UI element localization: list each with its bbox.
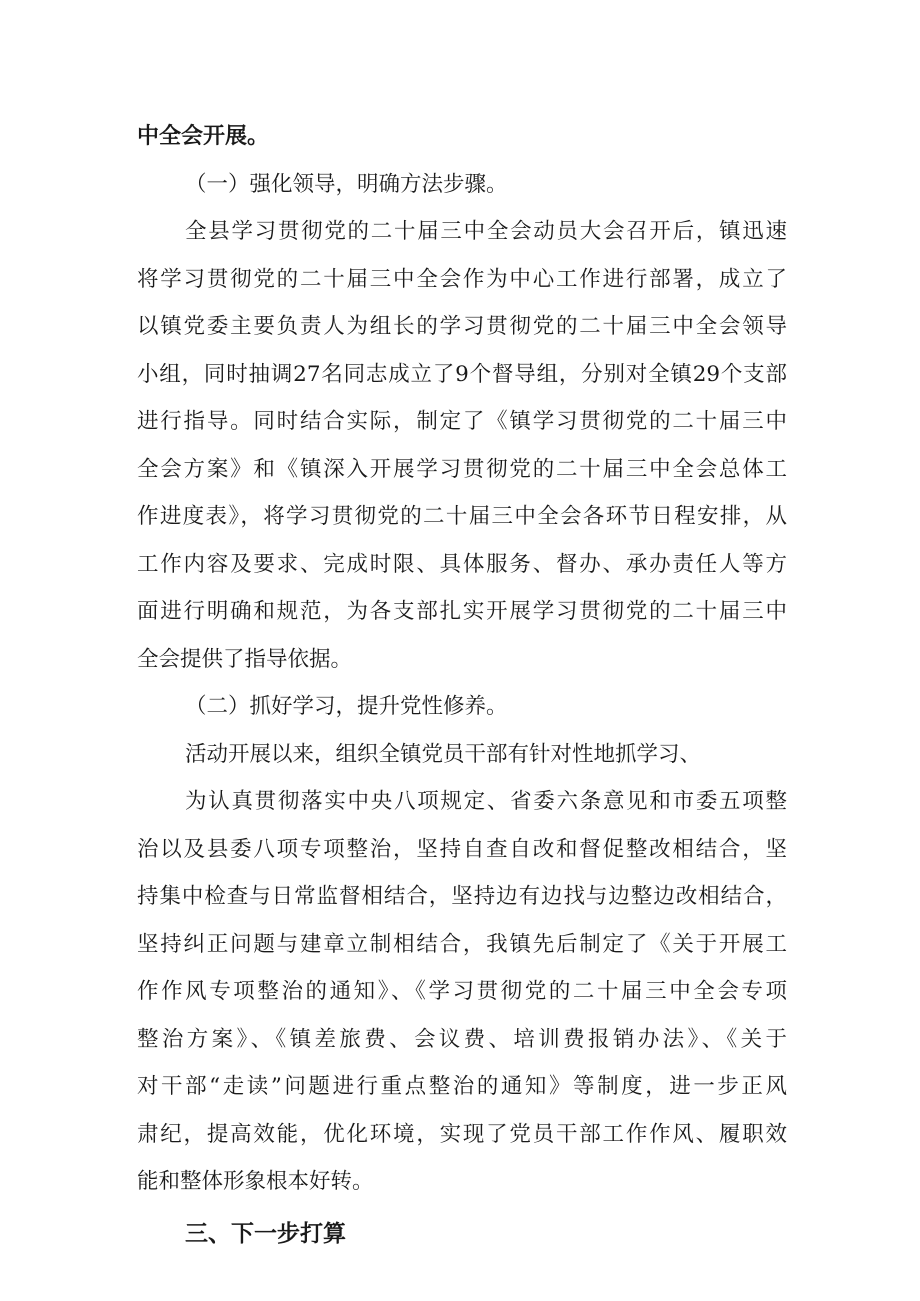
subheading-study: （二）抓好学习，提升党性修养。 bbox=[185, 694, 508, 719]
section-heading-next-steps: 三、下一步打算 bbox=[185, 1220, 346, 1247]
paragraph-leadership bbox=[137, 208, 787, 683]
paragraph-line: 持集中检查与日常监督相结合，坚持边有边找与边整边改相结合， bbox=[137, 884, 787, 909]
paragraph-line: 作作风专项整治的通知》、《学习贯彻党的二十届三中全会专项 bbox=[137, 979, 787, 1004]
paragraph-line: 能和整体形象根本好转。 bbox=[137, 1169, 374, 1194]
paragraph-line: 小组，同时抽调27名同志成立了9个督导组，分别对全镇29个支部 bbox=[137, 361, 787, 387]
paragraph-line: 将学习贯彻党的二十届三中全会作为中心工作进行部署，成立了 bbox=[137, 266, 787, 292]
document-body bbox=[137, 113, 787, 1260]
paragraph-line: 肃纪，提高效能，优化环境，实现了党员干部工作作风、履职效 bbox=[137, 1121, 787, 1147]
paragraph-line: 全县学习贯彻党的二十届三中全会动员大会召开后，镇迅速 bbox=[185, 219, 787, 244]
paragraph-line: 对干部“走读”问题进行重点整治的通知》等制度，进一步正风 bbox=[137, 1074, 787, 1099]
paragraph-line: 工作内容及要求、完成时限、具体服务、督办、承办责任人等方 bbox=[137, 551, 787, 577]
paragraph-line: 面进行明确和规范，为各支部扎实开展学习贯彻党的二十届三中 bbox=[137, 599, 787, 624]
paragraph-line: 全会方案》和《镇深入开展学习贯彻党的二十届三中全会总体工 bbox=[137, 456, 787, 482]
paragraph-line: 全会提供了指导依据。 bbox=[137, 646, 353, 672]
paragraph-line: 整治方案》、《镇差旅费、会议费、培训费报销办法》、《关于 bbox=[137, 1026, 787, 1052]
paragraph-line: 治以及县委八项专项整治，坚持自查自改和督促整改相结合，坚 bbox=[137, 836, 787, 862]
paragraph-line: 进行指导。同时结合实际，制定了《镇学习贯彻党的二十届三中 bbox=[137, 409, 787, 434]
paragraph-rectification bbox=[137, 778, 787, 1206]
paragraph-line: 以镇党委主要负责人为组长的学习贯彻党的二十届三中全会领导 bbox=[137, 314, 787, 339]
subheading-strengthen-leadership: （一）强化领导，明确方法步骤。 bbox=[185, 171, 508, 197]
paragraph-line: 作进度表》，将学习贯彻党的二十届三中全会各环节日程安排，从 bbox=[137, 504, 787, 529]
paragraph-study: 活动开展以来，组织全镇党员干部有针对性地抓学习、 bbox=[185, 741, 702, 767]
paragraph-line: 坚持纠正问题与建章立制相结合，我镇先后制定了《关于开展工 bbox=[137, 931, 787, 957]
paragraph-line: 为认真贯彻落实中央八项规定、省委六条意见和市委五项整 bbox=[185, 789, 787, 814]
lead-line: 中全会开展。 bbox=[137, 124, 270, 149]
